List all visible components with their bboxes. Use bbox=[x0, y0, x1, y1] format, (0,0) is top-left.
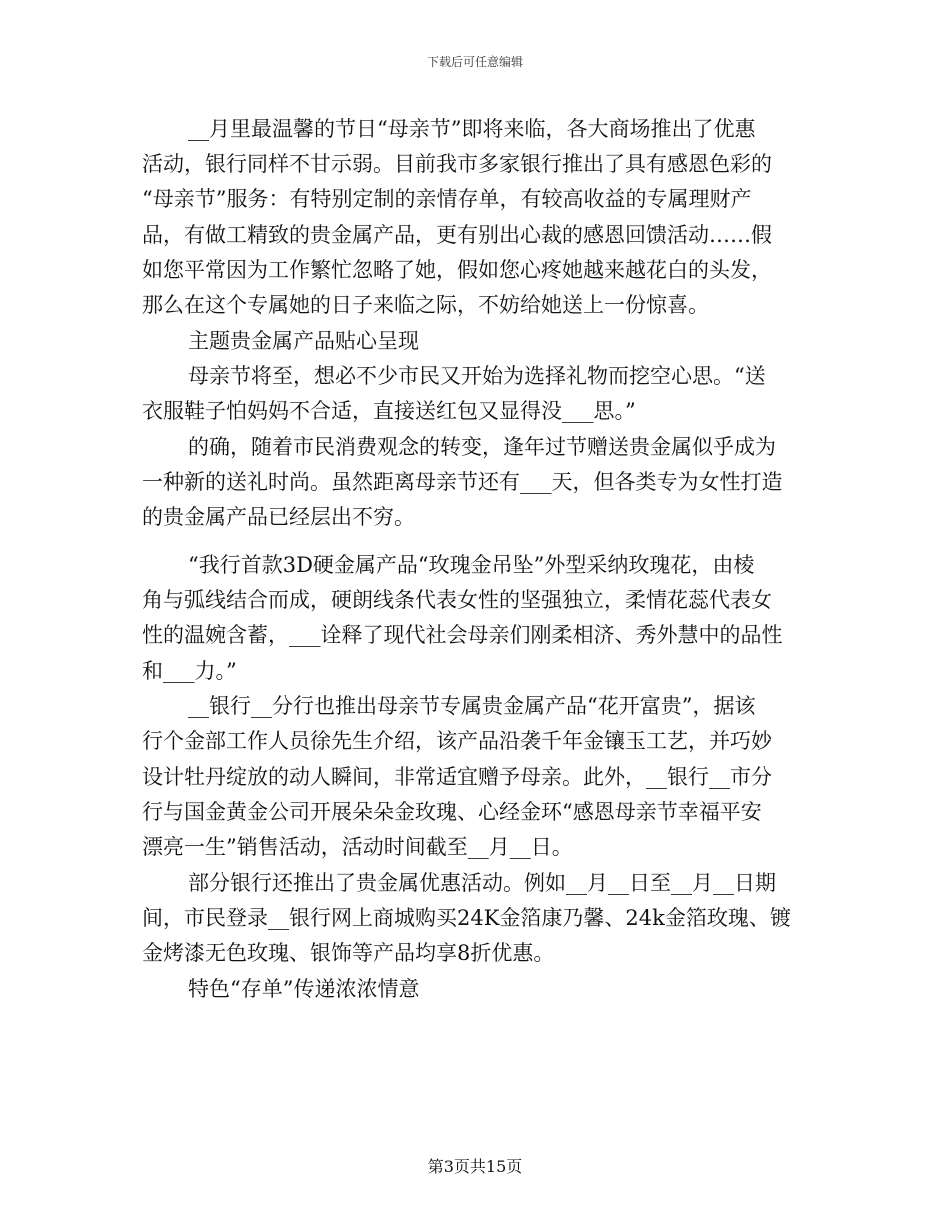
line-15: 性的温婉含蓄，___诠释了现代社会母亲们刚柔相济、秀外慧中的品性 bbox=[142, 623, 783, 647]
line-4: 品，有做工精致的贵金属产品，更有别出心裁的感恩回馈活动……假 bbox=[142, 223, 772, 247]
line-16: 和___力。” bbox=[142, 659, 237, 683]
line-20: 行与国金黄金公司开展朵朵金玫瑰、心经金环“感恩母亲节幸福平安 bbox=[142, 800, 762, 824]
line-6: 那么在这个专属她的日子来临之际，不妨给她送上一份惊喜。 bbox=[142, 293, 709, 317]
heading-1: 主题贵金属产品贴心呈现 bbox=[188, 329, 419, 353]
line-2: 活动，银行同样不甘示弱。目前我市多家银行推出了具有感恩色彩的 bbox=[142, 152, 772, 176]
line-22: 部分银行还推出了贵金属优惠活动。例如__月__日至__月__日期 bbox=[188, 871, 776, 895]
line-10: 的确，随着市民消费观念的转变，逢年过节赠送贵金属似乎成为 bbox=[188, 435, 776, 459]
heading-2: 特色“存单”传递浓浓情意 bbox=[188, 977, 420, 1001]
line-17: __银行__分行也推出母亲节专属贵金属产品“花开富贵”，据该 bbox=[188, 694, 756, 718]
line-5: 如您平常因为工作繁忙忽略了她，假如您心疼她越来越花白的头发， bbox=[142, 258, 772, 282]
line-13: “我行首款3D硬金属产品“玫瑰金吊坠”外型采纳玫瑰花，由棱 bbox=[188, 553, 755, 577]
line-21: 漂亮一生”销售活动，活动时间截至__月__日。 bbox=[142, 835, 573, 859]
line-3: “母亲节”服务：有特别定制的亲情存单，有较高收益的专属理财产 bbox=[142, 187, 752, 211]
line-23: 间，市民登录__银行网上商城购买24K金箔康乃馨、24k金箔玫瑰、镀 bbox=[142, 906, 791, 930]
page-footer: 第3页共15页 bbox=[427, 1157, 523, 1176]
line-19: 设计牡丹绽放的动人瞬间，非常适宜赠予母亲。此外，__银行__市分 bbox=[142, 765, 772, 789]
line-11: 一种新的送礼时尚。虽然距离母亲节还有___天，但各类专为女性打造 bbox=[142, 470, 783, 494]
line-1: __月里最温馨的节日“母亲节”即将来临，各大商场推出了优惠 bbox=[188, 117, 756, 141]
line-14: 角与弧线结合而成，硬朗线条代表女性的坚强独立，柔情花蕊代表女 bbox=[142, 588, 772, 612]
line-12: 的贵金属产品已经层出不穷。 bbox=[142, 505, 415, 529]
page-header: 下载后可任意编辑 bbox=[426, 55, 523, 69]
line-24: 金烤漆无色玫瑰、银饰等产品均享8折优惠。 bbox=[142, 941, 555, 965]
line-8: 母亲节将至，想必不少市民又开始为选择礼物而挖空心思。“送 bbox=[188, 364, 766, 388]
line-9: 衣服鞋子怕妈妈不合适，直接送红包又显得没___思。” bbox=[142, 399, 636, 423]
line-18: 行个金部工作人员徐先生介绍，该产品沿袭千年金镶玉工艺，并巧妙 bbox=[142, 729, 772, 753]
